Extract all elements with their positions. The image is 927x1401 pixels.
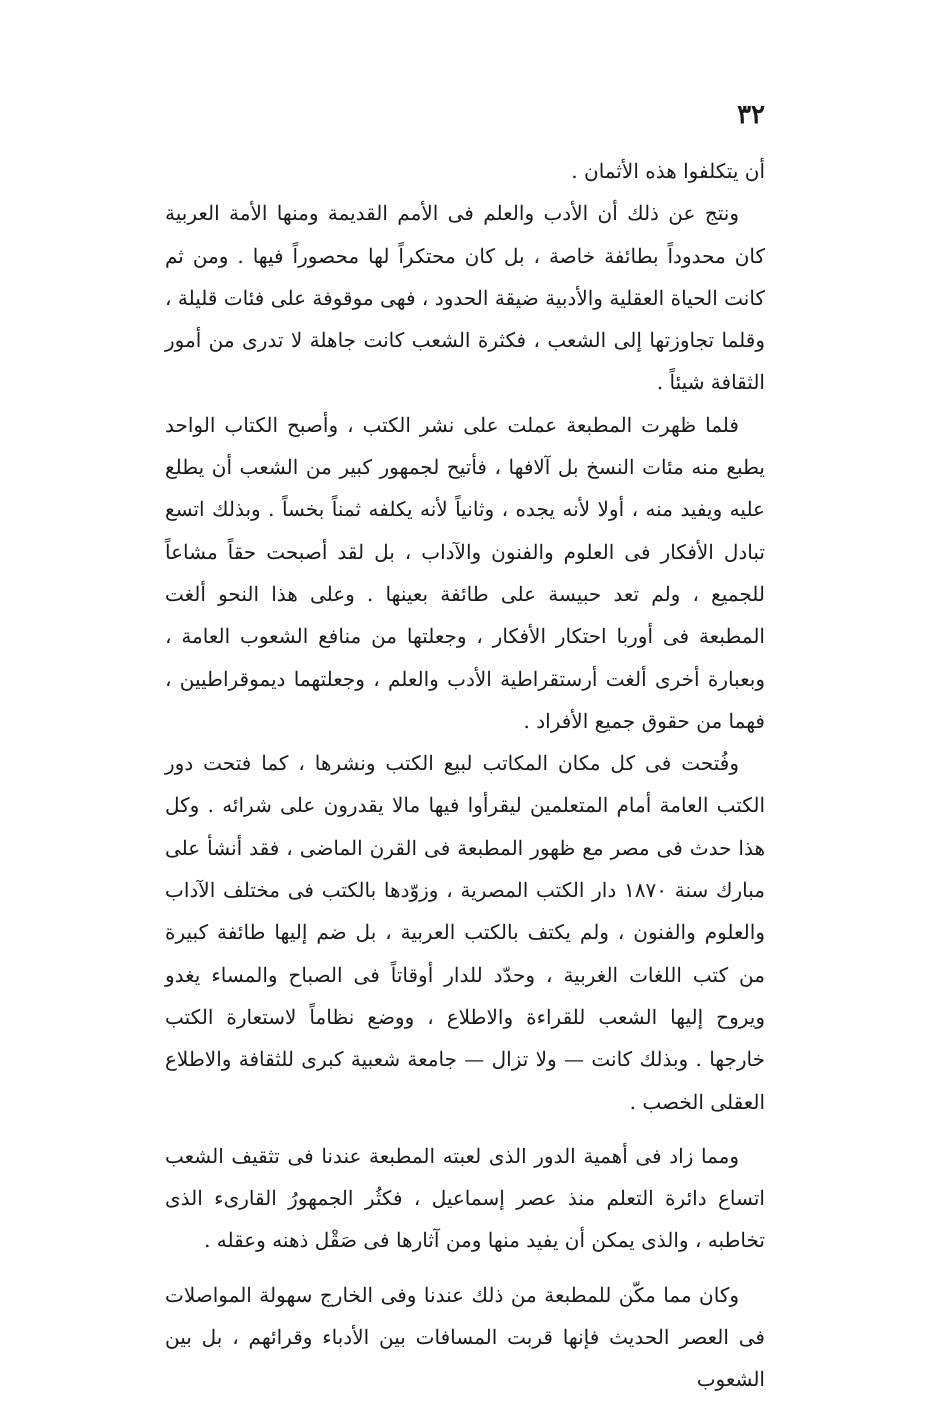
- body-text: [165, 150, 765, 1401]
- page-number: ٣٢: [737, 100, 765, 130]
- paragraph: فلما ظهرت المطبعة عملت على نشر الكتب ، وأصبح الكتاب الواحد يطبع منه مئات النسخ بل آلافها ، فأتيح لجمهور كبير من الشعب أن يطلع عليه ويفيد منه ، أولا لأنه يجده ، وثانياً لأنه يكلفه ثمناً بخساً . وبذلك اتسع تبادل الأفكار فى العلوم والفنون والآداب ، بل لقد أصبحت حقاً مشاعاً للجميع ، ولم تعد حبيسة على طائفة بعينها . وعلى هذا النحو ألغت المطبعة فى أوربا احتكار الأفكار ، وجعلتها من منافع الشعوب العامة ، وبعبارة أخرى ألغت أرستقراطية الأدب والعلم ، وجعلتهما ديموقراطيين ، فهما من حقوق جميع الأفراد .: [165, 412, 765, 733]
- paragraph: أن يتكلفوا هذه الأثمان .: [571, 159, 765, 183]
- paragraph: ونتج عن ذلك أن الأدب والعلم فى الأمم القديمة ومنها الأمة العربية كان محدوداً بطائفة خاصة ، بل كان محتكراً لها محصوراً فيها . ومن ثم كانت الحياة العقلية والأدبية ضيقة الحدود ، فهى موقوفة على فئات قليلة ، وقلما تجاوزتها إلى الشعب ، فكثرة الشعب كانت جاهلة لا تدرى من أمور الثقافة شيئاً .: [165, 201, 765, 395]
- paragraph: ومما زاد فى أهمية الدور الذى لعبته المطبعة عندنا فى تثقيف الشعب اتساع دائرة التعلم منذ عصر إسماعيل ، فكثُر الجمهورُ القارىء الذى تخاطبه ، والذى يمكن أن يفيد منها ومن آثارها فى صَقْل ذهنه وعقله .: [165, 1143, 765, 1253]
- paragraph: وكان مما مكّن للمطبعة من ذلك عندنا وفى الخارج سهولة المواصلات فى العصر الحديث فإنها قربت المسافات بين الأدباء وقرائهم ، بل بين الشعوب: [165, 1282, 765, 1392]
- paragraph: وفُتحت فى كل مكان المكاتب لبيع الكتب ونشرها ، كما فتحت دور الكتب العامة أمام المتعلمين ليقرأوا فيها مالا يقدرون على شرائه . وكل هذا حدث فى مصر مع ظهور المطبعة فى القرن الماضى ، فقد أنشأ على مبارك سنة ١٨٧٠ دار الكتب المصرية ، وزوّدها بالكتب فى مختلف الآداب والعلوم والفنون ، ولم يكتف بالكتب العربية ، بل ضم إليها طائفة كبيرة من كتب اللغات الغربية ، وحدّد للدار أوقاتاً فى الصباح والمساء يغدو ويروح إليها الشعب للقراءة والاطلاع ، ووضع نظاماً لاستعارة الكتب خارجها . وبذلك كانت — ولا تزال — جامعة شعبية كبرى للثقافة والاطلاع العقلى الخصب .: [165, 751, 765, 1114]
